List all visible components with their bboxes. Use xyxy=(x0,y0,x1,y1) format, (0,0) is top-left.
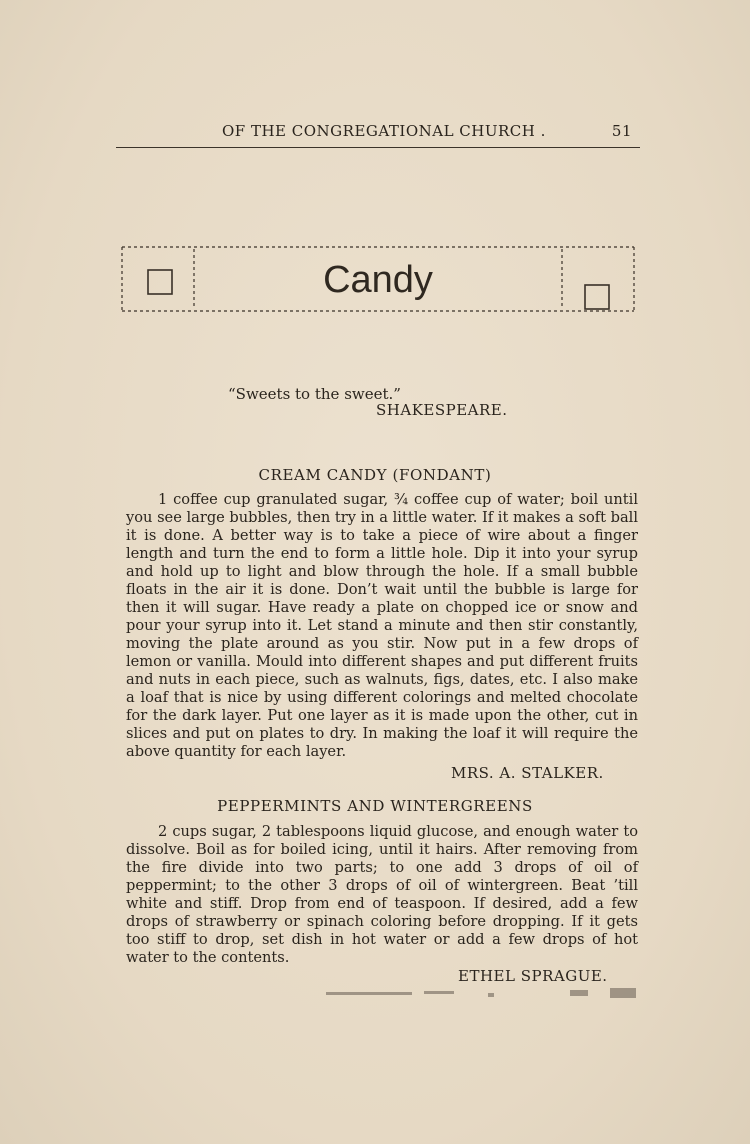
page-number: 51 xyxy=(611,122,632,140)
header-rule xyxy=(116,147,640,148)
recipe-body-peppermints: 2 cups sugar, 2 tablespoons liquid glucose, and enough water to dissolve. Boil as for boiled icing, until it hairs. After removing from the fire divide into two parts; to one add 3 drops of oil of peppermint; to the other 3 drops of oil of wintergreen. Beat ’till white and stiff. Drop from end of teaspoon. If desired, add a few drops of strawberry or spinach coloring before dropping. If it gets too stiff to drop, set dish in hot water or add a few drops of hot water to the contents. xyxy=(126,823,638,966)
recipe-body-cream-candy: 1 coffee cup granulated sugar, ¾ coffee cup of water; boil until you see large bubbles, then try in a little water. If it makes a soft ball it is done. A better way is to take a piece of wire about a finger length and turn the end to form a little hole. Dip it into your syrup and hold up to light and blow through the hole. If a small bubble floats in the air it is done. Don’t wait until the bubble is large for then it will sugar. Have ready a plate on chopped ice or snow and pour your syrup into it. Let stand a minute and then stir constantly, moving the plate around as you stir. Now put in a few drops of lemon or vanilla. Mould into different shapes and put different fruits and nuts in each piece, such as walnuts, figs, dates, etc. I also make a loaf that is nice by using different colorings and melted chocolate for the dark layer. Put one layer as it is made upon the other, cut in slices and put on plates to dry. In making the loaf it will require the above quantity for each layer. xyxy=(126,491,639,760)
recipe-title-peppermints: PEPPERMINTS AND WINTERGREENS xyxy=(217,797,533,815)
running-header-title: OF THE CONGREGATIONAL CHURCH . xyxy=(222,122,546,140)
running-header xyxy=(120,122,640,144)
epigraph-author: SHAKESPEARE. xyxy=(376,401,508,419)
recipe-author-sprague: ETHEL SPRAGUE. xyxy=(458,967,608,985)
recipe-title-cream-candy: CREAM CANDY (FONDANT) xyxy=(258,466,492,484)
ink-smudge xyxy=(320,986,640,1002)
section-title: Candy xyxy=(323,259,433,301)
recipe-author-stalker: MRS. A. STALKER. xyxy=(451,764,604,782)
section-title-frame xyxy=(120,243,636,315)
epigraph-quote: “Sweets to the sweet.” xyxy=(228,385,401,403)
